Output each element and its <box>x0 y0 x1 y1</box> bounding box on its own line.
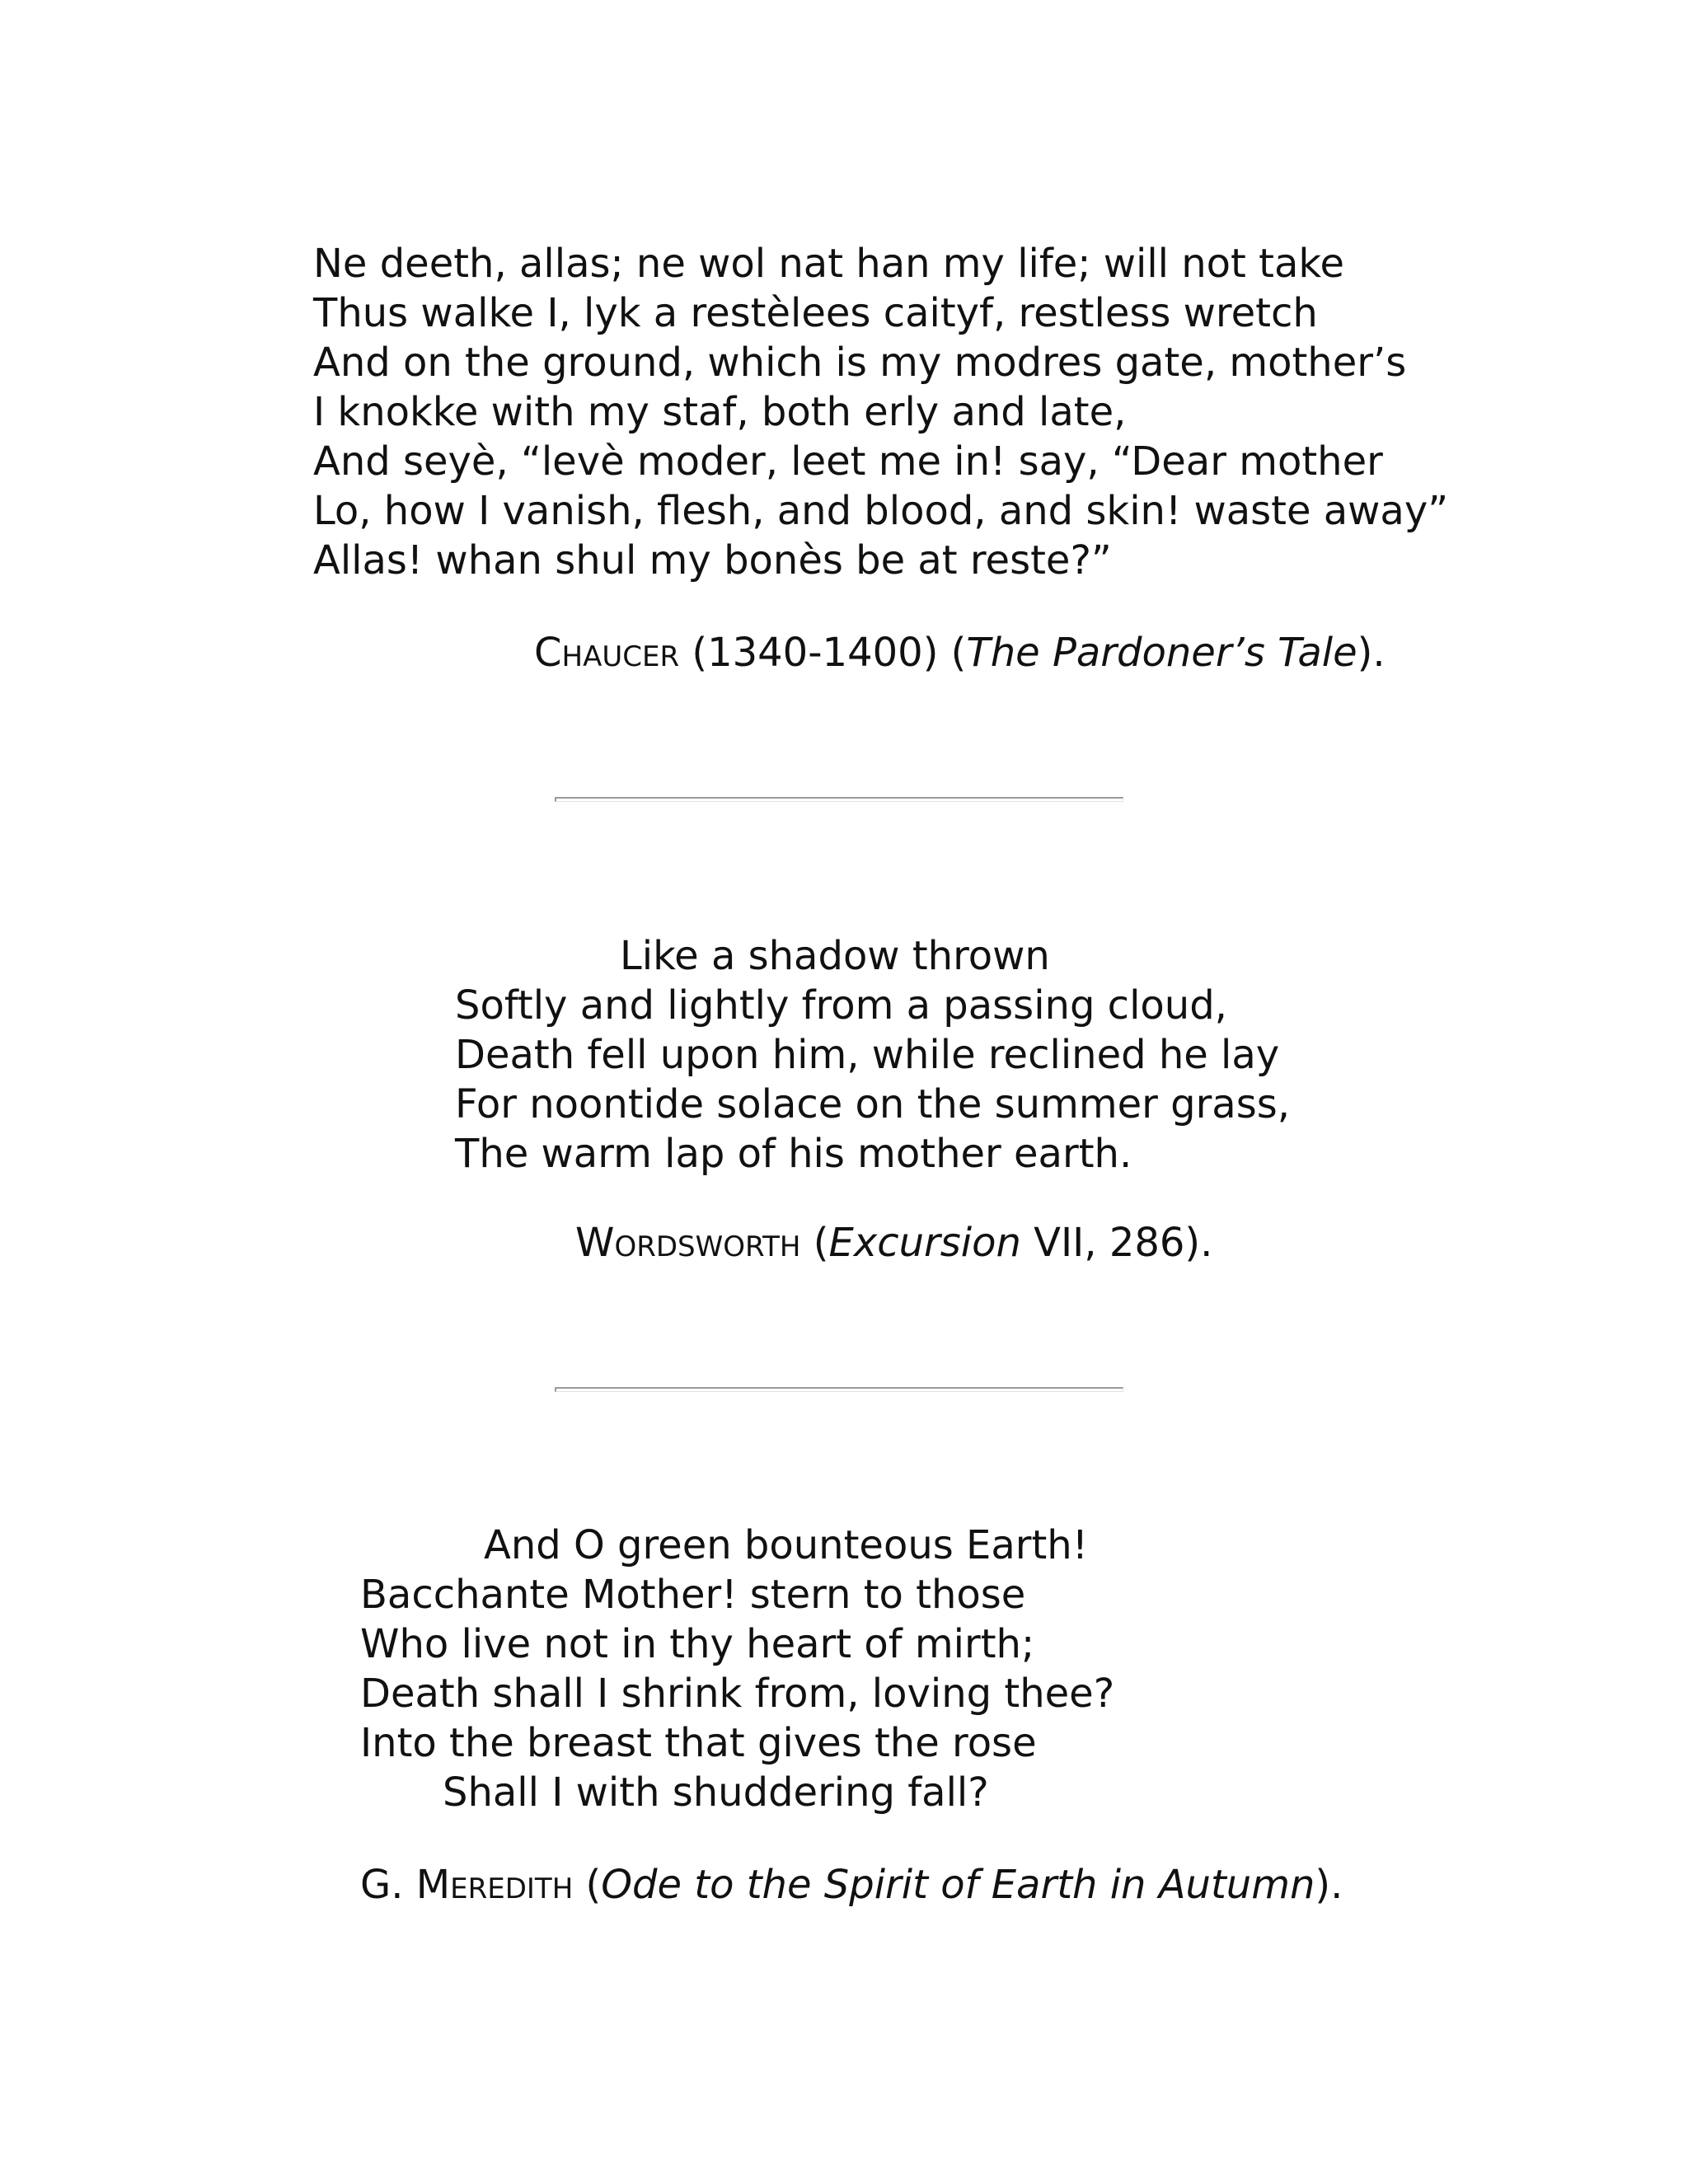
poem-line: Into the breast that gives the rose <box>360 1720 1037 1766</box>
section-divider <box>555 1387 1123 1392</box>
poem-line: And O green bounteous Earth! <box>484 1522 1088 1568</box>
attribution-text: (1340-1400) ( <box>679 630 967 676</box>
poem-line: And seyè, “levè moder, leet me in! say, “Dear mother <box>313 438 1383 485</box>
wordsworth-stanza <box>455 931 1290 1179</box>
poem-line: Who live not in thy heart of mirth; <box>360 1621 1035 1667</box>
poem-line: For noontide solace on the summer grass, <box>455 1081 1290 1127</box>
attribution-text: ). <box>1315 1862 1343 1908</box>
meredith-stanza <box>360 1521 1114 1817</box>
work-title: The Pardoner’s Tale <box>966 630 1357 676</box>
attribution-text: VII, 286). <box>1020 1220 1213 1266</box>
poem-line: Lo, how I vanish, flesh, and blood, and skin! waste away” <box>313 488 1449 534</box>
poem-line: Shall I with shuddering fall? <box>443 1769 989 1816</box>
chaucer-stanza <box>313 239 1448 585</box>
attribution-text: ( <box>573 1862 602 1908</box>
chaucer-attribution <box>534 628 1386 677</box>
author-name: Chaucer <box>534 630 680 676</box>
poem-line: Softly and lightly from a passing cloud, <box>455 982 1227 1029</box>
work-title: Excursion <box>828 1220 1021 1266</box>
meredith-attribution <box>360 1860 1343 1910</box>
poem-line: I knokke with my staf, both erly and late, <box>313 389 1127 435</box>
poem-line: Bacchante Mother! stern to those <box>360 1572 1026 1618</box>
poem-line: The warm lap of his mother earth. <box>455 1131 1132 1177</box>
attribution-text: G. <box>360 1862 416 1908</box>
poem-line: And on the ground, which is my modres gate, mother’s <box>313 340 1407 386</box>
poem-line: Thus walke I, lyk a restèlees caityf, restless wretch <box>313 290 1318 336</box>
poem-line: Allas! whan shul my bonès be at reste?” <box>313 537 1112 583</box>
poem-line: Ne deeth, allas; ne wol nat han my life; will not take <box>313 241 1344 287</box>
poem-line: Death fell upon him, while reclined he lay <box>455 1032 1280 1078</box>
poem-line: Like a shadow thrown <box>620 933 1050 979</box>
section-divider <box>555 797 1123 802</box>
attribution-text: ( <box>800 1220 829 1266</box>
author-name: Meredith <box>415 1862 574 1908</box>
work-title: Ode to the Spirit of Earth in Autumn <box>601 1862 1315 1908</box>
poem-line: Death shall I shrink from, loving thee? <box>360 1671 1115 1717</box>
attribution-text: ). <box>1357 630 1386 676</box>
wordsworth-attribution <box>575 1218 1212 1268</box>
author-name: Wordsworth <box>575 1220 801 1266</box>
